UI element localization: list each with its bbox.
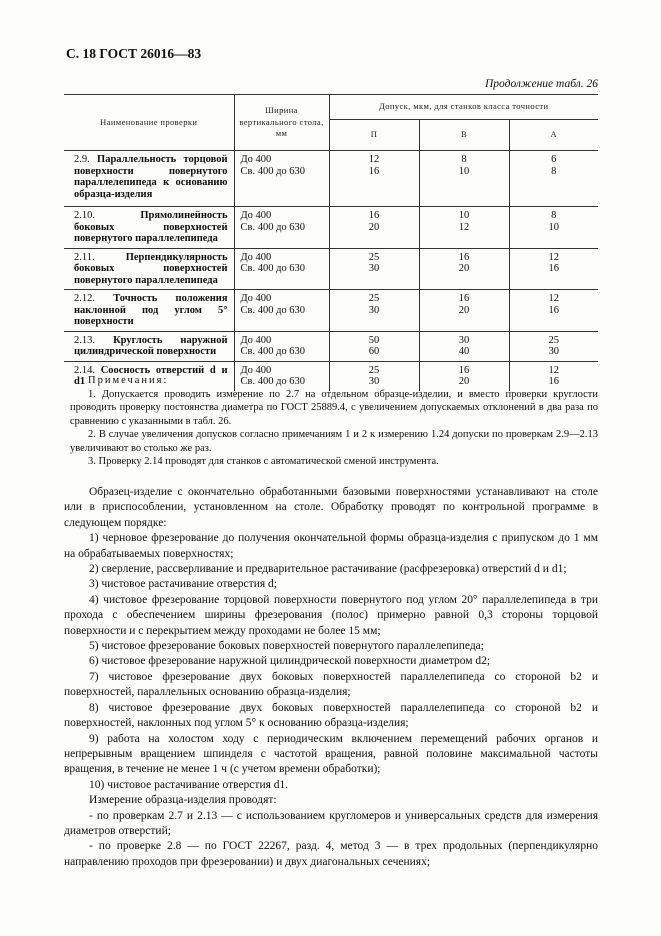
width-cell (234, 290, 329, 332)
tolerance-a-cell (509, 331, 598, 361)
tolerance-a-cell-value: 8 (551, 210, 557, 221)
body-paragraph: 9) работа на холостом ходу с периодическим включением перемещений рабочих органов и непрерывным вращением шпинделя с частотой вращения, равной половине максимальной частоты вращения, в течение не менее 1 ч (с учетом времени обработки); (64, 732, 598, 776)
header-tolerance: Допуск, мкм, для станков класса точности (329, 95, 598, 120)
tolerance-v-cell-value: 20 (458, 376, 470, 387)
tolerance-a-cell-value: 12 (548, 364, 559, 376)
tolerance-v-cell-value: 16 (458, 364, 470, 376)
header-class-p: П (329, 120, 419, 151)
page-header: С. 18 ГОСТ 26016—83 (66, 46, 202, 61)
tolerance-p-cell-value: 16 (368, 210, 380, 221)
body-paragraph: 3) чистовое растачивание отверстия d; (89, 578, 277, 591)
tolerance-a-cell-value: 16 (548, 376, 559, 387)
tolerance-p-cell-value: 30 (368, 263, 380, 274)
tolerance-p-cell-value: 25 (368, 251, 380, 263)
check-name: Точность положения наклонной под углом 5° поверхности (74, 293, 228, 327)
check-number: 2.9. (74, 154, 98, 165)
width-cell-value: Св. 400 до 630 (240, 376, 306, 387)
tolerance-v-cell (419, 290, 509, 332)
tolerance-p-cell (329, 151, 419, 207)
tolerance-a-cell-value: 12 (548, 251, 559, 263)
width-cell-value: До 400 (240, 334, 272, 346)
body-paragraph: Образец-изделие с окончательно обработанными базовыми поверхностями устанавливают на столе или в приспособлении, установленном на столе. Обработку проводят по контрольной программе в следующем порядке: (64, 486, 598, 529)
check-name-cell (64, 151, 234, 207)
width-cell-value: Св. 400 до 630 (240, 165, 306, 177)
body-paragraph: 4) чистовое фрезерование торцовой поверхности повернутого под углом 20° параллелепипеда в три прохода с обеспечением ширины фрезерования (полос) примерно равной 0,3 стороны торцовой поверхности и с перекрытием между проходами не более 15 мм; (64, 593, 598, 637)
tolerance-v-cell (419, 248, 509, 290)
tolerance-v-cell (419, 331, 509, 361)
table-row (64, 331, 598, 361)
body-paragraph: - по проверке 2.8 — по ГОСТ 22267, разд. 4, метод 3 — в трех продольных (перпендикулярно направлению проходов при фрезеровании) и двух диагональных сечениях; (64, 840, 598, 868)
check-name-cell (64, 248, 234, 290)
tolerance-a-cell (509, 248, 598, 290)
tolerance-a-cell-value: 8 (551, 165, 557, 177)
tolerance-v-cell-value: 12 (458, 221, 470, 233)
tolerance-a-cell-value: 16 (548, 304, 559, 316)
tolerance-v-cell-value: 40 (458, 346, 470, 357)
tolerance-p-cell (329, 248, 419, 290)
width-cell-value: До 400 (240, 293, 272, 304)
tolerance-a-cell-value: 10 (548, 221, 559, 233)
tolerance-v-cell-value: 16 (458, 251, 470, 263)
tolerance-v-cell-value: 16 (458, 293, 470, 304)
tolerance-p-cell-value: 20 (368, 221, 380, 233)
check-name-cell (64, 290, 234, 332)
check-name: Параллельность торцовой поверхности повернутого параллелепипеда к основанию образца-изделия (74, 154, 228, 200)
body-paragraph: Измерение образца-изделия проводят: (89, 794, 277, 807)
table-row (64, 248, 598, 290)
tolerance-p-cell (329, 207, 419, 249)
width-cell (234, 207, 329, 249)
tolerance-v-cell (419, 151, 509, 207)
body-paragraph: 10) чистовое растачивание отверстия d1. (89, 778, 289, 791)
tolerance-a-cell-value: 25 (548, 334, 559, 346)
tolerance-a-cell-value: 12 (548, 293, 559, 304)
check-name-cell (64, 331, 234, 361)
width-cell-value: Св. 400 до 630 (240, 346, 306, 357)
width-cell (234, 331, 329, 361)
check-name: Прямолинейность боковых поверхностей повернутого параллелепипеда (74, 210, 228, 244)
tolerance-p-cell-value: 25 (368, 364, 380, 376)
width-cell-value: До 400 (240, 210, 272, 221)
tolerance-v-cell-value: 30 (458, 334, 470, 346)
body-paragraph: 8) чистовое фрезерование двух боковых поверхностей параллелепипеда со стороной b2 и поверхностей, наклонных под углом 5° к основанию образца-изделия; (64, 701, 598, 730)
body-paragraph: 6) чистовое фрезерование наружной цилиндрической поверхности диаметром d2; (89, 655, 491, 668)
tolerance-p-cell-value: 50 (368, 334, 380, 346)
width-cell (234, 151, 329, 207)
notes-block (70, 374, 598, 469)
header-table-width: Ширина вертикального стола, мм (234, 95, 329, 151)
table-row (64, 151, 598, 207)
table-continuation-label: Продолжение табл. 26 (485, 78, 598, 90)
width-cell-value: До 400 (240, 364, 272, 376)
check-name: Круглость наружной цилиндрической поверхности (74, 334, 228, 357)
tolerance-a-cell-value: 30 (548, 346, 559, 357)
tolerance-p-cell-value: 60 (368, 346, 380, 357)
table-row (64, 290, 598, 332)
tolerance-a-cell-value: 6 (551, 154, 557, 165)
tolerance-v-cell-value: 20 (458, 263, 470, 274)
width-cell-value: Св. 400 до 630 (240, 304, 306, 316)
tolerance-p-cell-value: 16 (368, 165, 380, 177)
note-item: 1. Допускается проводить измерение по 2.7 на отдельном образце-изделии, и вместо проверки круглости проводить проверку постоянства диаметра по ГОСТ 25889.4, с увеличением допускаемых отклонений в два раза по сравнению с указанными в табл. 26. (70, 388, 598, 427)
body-paragraph: 2) сверление, рассверливание и предварительное растачивание (расфрезеровка) отверстий d и d1; (89, 563, 567, 576)
tolerance-p-cell (329, 331, 419, 361)
notes-title: Примечания: (88, 375, 169, 386)
tolerance-a-cell (509, 151, 598, 207)
tolerance-p-cell-value: 30 (368, 304, 380, 316)
tolerance-a-cell-value: 16 (548, 263, 559, 274)
body-paragraph: 1) черновое фрезерование до получения окончательной формы образца-изделия с припуском до 1 мм на обрабатываемых поверхностях; (64, 532, 598, 560)
tolerance-v-cell-value: 10 (458, 165, 470, 177)
note-item: 3. Проверку 2.14 проводят для станков с автоматической сменой инструмента. (88, 456, 439, 467)
width-cell-value: Св. 400 до 630 (240, 221, 306, 233)
tolerance-v-cell (419, 207, 509, 249)
tolerance-v-cell-value: 10 (458, 210, 470, 221)
header-check-name: Наименование проверки (64, 95, 234, 151)
tolerance-p-cell (329, 290, 419, 332)
check-name: Соосность отверстий d и d1 (74, 364, 228, 387)
check-number: 2.12. (74, 293, 114, 304)
tolerance-a-cell (509, 207, 598, 249)
width-cell-value: До 400 (240, 154, 272, 165)
table-row (64, 207, 598, 249)
header-class-a: А (509, 120, 598, 151)
tolerance-p-cell-value: 30 (368, 376, 380, 387)
check-number: 2.11. (74, 251, 126, 263)
tolerance-p-cell-value: 25 (368, 293, 380, 304)
check-name-cell (64, 207, 234, 249)
check-name: Перпендикулярность боковых поверхностей повернутого параллелепипеда (74, 251, 228, 286)
width-cell-value: До 400 (240, 251, 272, 263)
tolerance-table (64, 94, 598, 391)
check-number: 2.13. (74, 334, 114, 346)
body-paragraph: - по проверкам 2.7 и 2.13 — с использованием кругломеров и универсальных средств для измерения диаметров отверстий; (64, 809, 598, 837)
body-text (64, 485, 598, 870)
check-number: 2.14. (74, 364, 101, 376)
tolerance-v-cell-value: 20 (458, 304, 470, 316)
tolerance-a-cell (509, 290, 598, 332)
note-item: 2. В случае увеличения допусков согласно примечаниям 1 и 2 к измерению 1.24 допуски по проверкам 2.9—2.13 увеличивают во столько же раз. (70, 429, 598, 454)
body-paragraph: 5) чистовое фрезерование боковых поверхностей повернутого параллелепипеда; (89, 640, 484, 653)
check-number: 2.10. (74, 210, 141, 221)
body-paragraph: 7) чистовое фрезерование двух боковых поверхностей параллелепипеда со стороной b2 и поверхностей, параллельных основанию образца-изделия; (64, 670, 598, 699)
header-class-v: В (419, 120, 509, 151)
width-cell-value: Св. 400 до 630 (240, 263, 306, 274)
tolerance-p-cell-value: 12 (368, 154, 380, 165)
width-cell (234, 248, 329, 290)
tolerance-v-cell-value: 8 (461, 154, 467, 165)
